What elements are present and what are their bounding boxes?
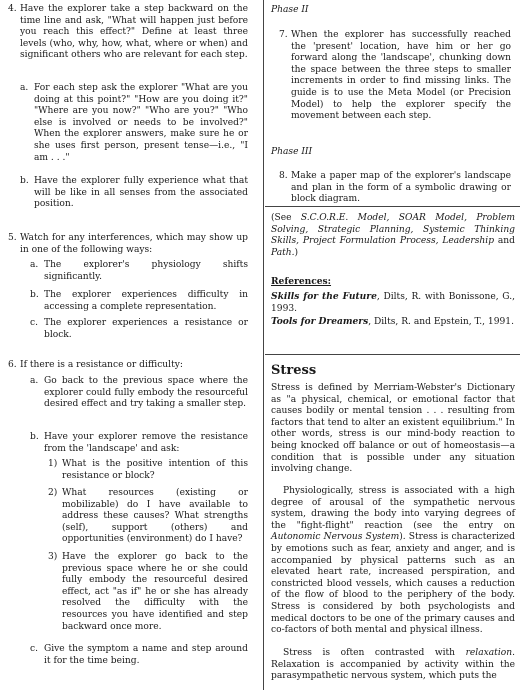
right-column	[265, 0, 520, 690]
item-6-number: 6.	[8, 360, 17, 370]
see-also	[271, 213, 515, 259]
reference-1	[271, 291, 515, 315]
item-7-text: When the explorer has successfully reached the 'present' location, have him or her go forward along the 'landscape', chunking down the space between the three steps to smaller increments in order to find missing links. The guide is to use the Meta Model (or Precision Model) to help the explorer specify the movement between each step.	[291, 30, 511, 122]
stress-p3-start: Stress is often contrasted with	[283, 648, 466, 658]
item-8-text: Make a paper map of the explorer's landscape and plan in the form of a symbolic drawing or block diagram.	[291, 171, 511, 205]
item-5a-text: The explorer's physiology shifts significantly.	[44, 260, 248, 282]
item-6b-text: Have your explorer remove the resistance from the 'landscape' and ask:	[44, 432, 248, 454]
see-also-last-link: Path.	[271, 247, 295, 258]
item-4-number: 4.	[8, 4, 17, 14]
item-5b-text: The explorer experiences difficulty in accessing a complete representation.	[44, 290, 248, 312]
phase-2-heading: Phase II	[271, 5, 309, 15]
item-5a-label: a.	[30, 260, 39, 270]
item-7-number: 7.	[279, 30, 288, 40]
autonomic-nervous-system-link: Autonomic Nervous System	[271, 532, 400, 543]
item-6b2-label: 2)	[48, 488, 58, 498]
reference-2	[271, 316, 515, 329]
item-4a-label: a.	[20, 83, 29, 93]
item-6b1-label: 1)	[48, 459, 58, 469]
see-also-close: )	[294, 247, 299, 258]
section-rule-2	[265, 354, 520, 355]
column-divider	[263, 0, 264, 690]
see-also-open: (See	[271, 213, 301, 223]
relaxation-link: relaxation	[465, 648, 513, 658]
item-8-number: 8.	[279, 171, 288, 181]
reference-1-details: , Dilts, R. with Bonissone, G., 1993.	[271, 292, 515, 314]
stress-paragraph-1: Stress is defined by Merriam-Webster's Dictionary as "a physical, chemical, or emotional factor that causes bodily or mental tension . . . resulting from factors that tend to alter an existent equilibrium." In other words, stress is our mind-body reaction to being knocked off balance or out of homeostasis—a condition that is possible under any situation involving change.	[271, 383, 515, 475]
item-6c-text: Give the symptom a name and step around it for the time being.	[44, 644, 248, 666]
reference-2-title: Tools for Dreamers	[271, 316, 369, 327]
stress-p2-end: ). Stress is characterized by emotions such as fear, anxiety and anger, and is accompanied by physical patterns such as an elevated heart rate, increased perspiration, and constricted blood vessels, which causes a reduction of the flow of blood to the periphery of the body. Stress is considered by both psychologists and medical doctors to be one of the primary causes and co-factors of both mental and physical illness.	[271, 532, 515, 636]
item-6b3-text: Have the explorer go back to the previous space where he or she could fully embody the resourceful desired effect, act "as if" he or she has already resolved the difficulty with the resources you have identified and step backward once more.	[62, 552, 248, 632]
item-6b1-text: What is the positive intention of this resistance or block?	[62, 459, 248, 481]
reference-2-details: , Dilts, R. and Epstein, T., 1991.	[368, 317, 514, 327]
item-5-number: 5.	[8, 233, 17, 243]
item-5b-label: b.	[30, 290, 39, 300]
see-also-and: and	[494, 236, 515, 247]
stress-p3-end: . Relaxation is accompanied by activity within the parasympathetic nervous system, which puts the	[271, 648, 515, 682]
item-6b-label: b.	[30, 432, 39, 442]
item-5c-label: c.	[30, 318, 38, 328]
section-rule	[265, 206, 520, 207]
item-6c-label: c.	[30, 644, 38, 654]
item-6-text: If there is a resistance or difficulty:	[20, 360, 183, 370]
stress-p2-start: Physiologically, stress is associated with a high degree of arousal of the sympathetic nervous system, drawing the body into varying degrees of the "fight-flight" reaction (see the entry on	[271, 486, 515, 531]
stress-heading: Stress	[271, 363, 317, 378]
item-4b-label: b.	[20, 176, 29, 186]
item-5-text: Watch for any interferences, which may show up in one of the following ways:	[20, 233, 248, 255]
references-heading: References:	[271, 276, 332, 287]
stress-paragraph-2	[271, 486, 515, 637]
item-6b2-text: What resources (existing or mobilizable) do I have available to address these causes? What strengths (self), support (others) and opportunities (environment) do I have?	[62, 488, 248, 545]
reference-1-title: Skills for the Future	[271, 291, 377, 302]
see-also-links: S.C.O.R.E. Model, SOAR Model, Problem Solving, Strategic Planning, Systemic Thinking Skills, Project Formulation Process, Leadership	[271, 213, 515, 247]
item-5c-text: The explorer experiences a resistance or block.	[44, 318, 248, 340]
item-6b3-label: 3)	[48, 552, 58, 562]
item-6a-text: Go back to the previous space where the explorer could fully embody the resourceful desired effect and try taking a smaller step.	[44, 376, 248, 410]
stress-paragraph-3	[271, 648, 515, 683]
item-4-text: Have the explorer take a step backward on the time line and ask, "What will happen just before you reach this effect?" Define at least three levels (who, why, how, what, where or when) and significant others who are relevant for each step.	[20, 4, 248, 61]
phase-3-heading: Phase III	[271, 147, 313, 157]
item-4a-text: For each step ask the explorer "What are you doing at this point?" "How are you doing it?" "Where are you now?" "Who are you?" "Who else is involved or needs to be involved?" When the explorer answers, make sure he or she uses first person, present tense—i.e., "I am . . ."	[34, 83, 248, 163]
item-6a-label: a.	[30, 376, 39, 386]
item-4b-text: Have the explorer fully experience what that will be like in all senses from the associated position.	[34, 176, 248, 210]
